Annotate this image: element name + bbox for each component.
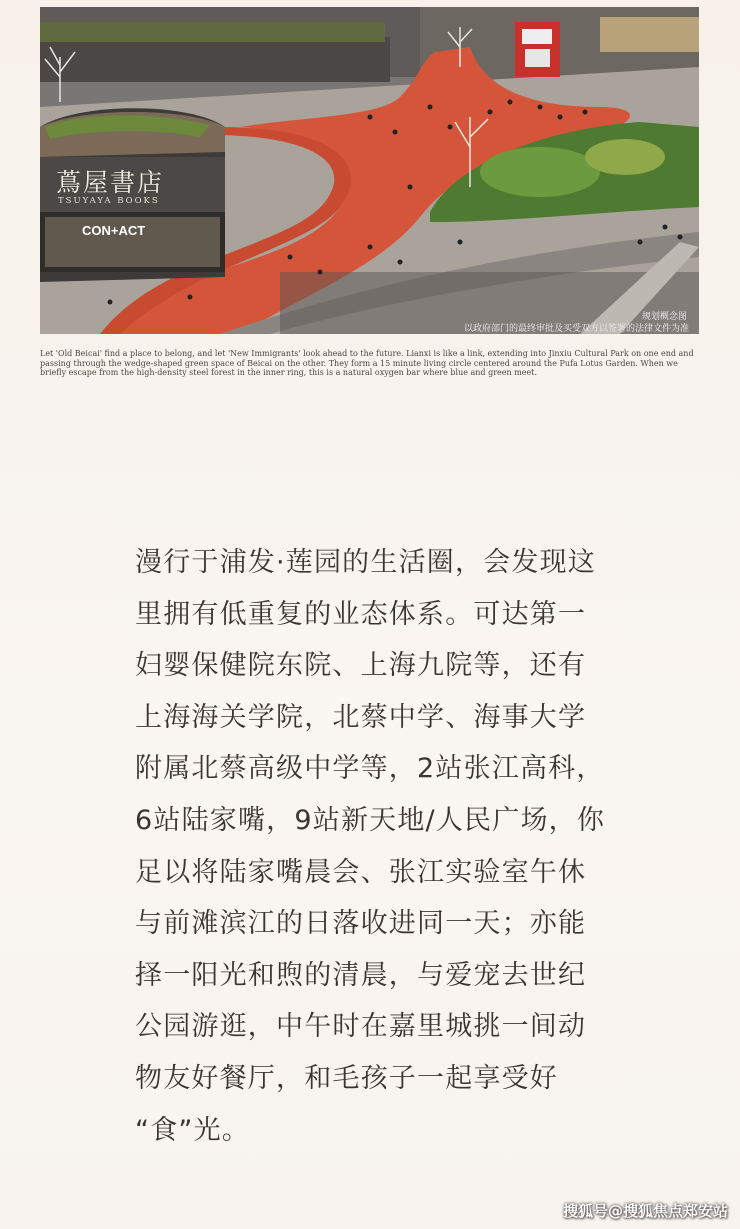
body-paragraph	[135, 540, 615, 1159]
english-caption: Let 'Old Beicai' find a place to belong, and let 'New Immigrants' look ahead to the future. Lianxi is like a link, extending into Jinxiu Cultural Park on one end and passing through the wedge-shaped green space of Beicai on the other. They form a 15 minute living circle centered around the Pufa Lotus Garden. When we briefly escape from the high-density steel forest in the inner ring, this is a natural oxygen bar where blue and green meet.	[40, 349, 694, 377]
body-line: 里拥有低重复的业态体系。可达第一	[135, 598, 587, 630]
bookstore-sign: 蔦屋書店	[56, 168, 165, 197]
body-line: 6站陆家嘴，9站新天地/人民广场，你	[135, 804, 606, 836]
concept-photo	[40, 7, 699, 334]
body-line: 物友好餐厅，和毛孩子一起享受好	[135, 1062, 558, 1094]
source-watermark: 搜狐号@搜狐焦点郑安站	[562, 1202, 728, 1220]
body-line: 足以将陆家嘴晨会、张江实验室午休	[135, 856, 587, 888]
photo-caption-title: 规划概念图	[641, 312, 687, 322]
contact-sign: CON+ACT	[82, 223, 146, 238]
body-line: 上海海关学院，北蔡中学、海事大学	[135, 701, 587, 733]
body-line: “食”光。	[135, 1114, 250, 1146]
photo-caption-note: 以政府部门的最终审批及买受双方以签署的法律文件为准	[463, 324, 689, 334]
body-line: 附属北蔡高级中学等，2站张江高科，	[135, 753, 605, 785]
bookstore-sign-english: TSUYAYA BOOKS	[58, 196, 160, 206]
body-line: 择一阳光和煦的清晨，与爱宠去世纪	[135, 959, 587, 991]
body-line: 与前滩滨江的日落收进同一天；亦能	[135, 908, 587, 940]
body-line: 漫行于浦发·莲园的生活圈，会发现这	[135, 547, 596, 578]
body-line: 公园游逛，中午时在嘉里城挑一间动	[135, 1011, 587, 1043]
body-line: 妇婴保健院东院、上海九院等，还有	[135, 650, 587, 682]
